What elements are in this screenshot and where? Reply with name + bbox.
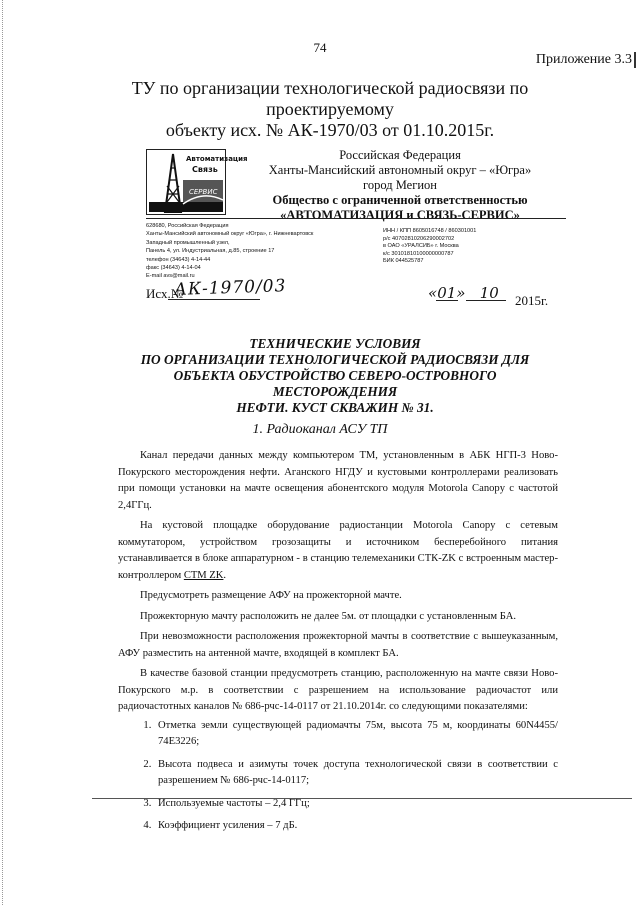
contacts-address xyxy=(146,222,376,281)
contact-line: Панель 4, ул. Индустриальная, д.85, строение 17 xyxy=(146,248,275,255)
contact-line: E-mail avs@mail.ru xyxy=(146,273,195,280)
title-line: ОБЪЕКТА ОБУСТРОЙСТВО СЕВЕРО-ОСТРОВНОГО МЕСТОРОЖДЕНИЯ xyxy=(173,368,497,399)
header-divider xyxy=(146,218,566,219)
org-region: Ханты-Мансийский автономный округ – «Югра» xyxy=(268,163,532,177)
outgoing-underline xyxy=(168,299,260,300)
org-name: «АВТОМАТИЗАЦИЯ и СВЯЗЬ-СЕРВИС» xyxy=(280,208,520,222)
list-item: 2. Высота подвеса и азимуты точек доступа технологической связи в соответствии с разрешением № 686-рчс-14-0117; xyxy=(154,757,558,790)
logo-text: Связь xyxy=(192,165,218,174)
date-month-underline xyxy=(466,300,506,301)
contact-line: 628680, Российская Федерация xyxy=(146,223,229,229)
outgoing-date: «01» 10 xyxy=(428,284,499,302)
date-day: 01 xyxy=(437,284,457,302)
parameters-list xyxy=(118,718,558,835)
oil-derrick-logo-icon xyxy=(147,150,248,214)
paragraph: Предусмотреть размещение АФУ на прожекторной мачте. xyxy=(140,590,402,601)
contact-line: Западный промышленный узел, xyxy=(146,239,230,246)
bank-line: БИК 044525787 xyxy=(383,258,424,265)
paragraph: Прожекторную мачту расположить не далее 5м. от площадки с установленным БА. xyxy=(140,610,517,622)
logo-text: СЕРВИС xyxy=(189,188,218,196)
logo-text: Автоматизация xyxy=(186,155,248,163)
title-line: ТЕХНИЧЕСКИЕ УСЛОВИЯ xyxy=(249,336,421,351)
bank-line: р/с 40702810206290002702 xyxy=(383,235,455,242)
paragraph: Канал передачи данных между компьютером ТМ, установленным в АБК НГП-3 Ново-Покурского месторождения нефти. Аганского НГДУ и кустовыми контроллерами реализовать при помощи установки на мачте освещения абонентского модуля Motorola Canopy с частотой 2,4ГГц. xyxy=(118,450,558,511)
organization-header xyxy=(240,148,560,223)
document-body xyxy=(118,448,558,841)
appendix-label: Приложение 3.3 xyxy=(536,52,636,68)
bank-line: ИНН / КПП 8605016748 / 860301001 xyxy=(383,228,477,234)
title-line: ПО ОРГАНИЗАЦИИ ТЕХНОЛОГИЧЕСКОЙ РАДИОСВЯЗИ ДЛЯ xyxy=(140,352,530,367)
date-day-underline xyxy=(436,300,458,301)
contact-line: факс (34643) 4-14-04 xyxy=(146,265,201,272)
outgoing-number: АК-1970/03 xyxy=(173,276,287,300)
section-title: 1. Радиоканал АСУ ТП xyxy=(252,422,388,437)
contact-line: Ханты-Мансийский автономный округ «Югра», г. Нижневартовск xyxy=(146,231,314,238)
page-bottom-rule xyxy=(92,798,632,799)
scan-edge xyxy=(2,0,3,905)
document-heading xyxy=(100,78,560,141)
date-month: 10 xyxy=(479,284,499,302)
org-city: город Мегион xyxy=(363,178,437,192)
contact-line: телефон (34643) 4-14-44 xyxy=(146,256,211,263)
paragraph-text: На кустовой площадке оборудование радиостанции Motorola Canopy с сетевым коммутатором, устройством грозозащиты и источником бесперебойного питания устанавливается в блоке аппаратурном - в станцию телемеханики СТК-ZK с встроенным мастер-контроллером xyxy=(118,520,558,581)
document-heading-line: ТУ по организации технологической радиосвязи по проектируемому xyxy=(131,78,529,119)
paragraph: На кустовой площадке оборудование радиостанции Motorola Canopy с сетевым коммутатором, устройством грозозащиты и источником бесперебойного питания устанавливается в блоке аппаратурном - в станцию телемеханики СТК-ZK с встроенным мастер-контроллером СТМ ZK. xyxy=(118,520,558,581)
bank-line: в ОАО «УРАЛСИБ» г. Москва xyxy=(383,243,459,250)
org-type: Общество с ограниченной ответственностью xyxy=(272,193,528,207)
technical-conditions-title xyxy=(120,336,550,416)
outgoing-number-label: Исх.№ xyxy=(146,286,184,301)
list-item: 3. Используемые частоты – 2,4 ГГц; xyxy=(154,796,558,813)
stm-zk-link: СТМ ZK xyxy=(183,569,224,581)
org-country: Российская Федерация xyxy=(339,148,461,162)
list-item: 1. Отметка земли существующей радиомачты 75м, высота 75 м, координаты 60N4455/ 74Е3226; xyxy=(154,718,558,751)
paragraph: При невозможности расположения прожекторной мачты в соответствие с вышеуказанным, АФУ разместить на антенной мачте, входящей в комплект БА. xyxy=(118,631,558,659)
document-heading-line: объекту исх. № АК-1970/03 от 01.10.2015г. xyxy=(165,120,495,140)
company-logo xyxy=(146,149,248,215)
list-item: 4. Коэффициент усиления – 7 дБ. xyxy=(154,818,558,835)
paragraph: В качестве базовой станции предусмотреть станцию, расположенную на мачте связи Ново-Покурского м.р. в соответствии с разрешением на использование радиочастот или радиочастотных каналов № 686-рчс-14-0117 от 21.10.2014г. со следующими показателями: xyxy=(118,668,558,712)
date-year: 2015г. xyxy=(515,293,549,308)
contacts-bank xyxy=(383,228,573,266)
bank-line: к/с 30101810100000000787 xyxy=(383,250,454,257)
page-number: 74 xyxy=(313,40,327,55)
title-line: НЕФТИ. КУСТ СКВАЖИН № 31. xyxy=(236,400,434,415)
